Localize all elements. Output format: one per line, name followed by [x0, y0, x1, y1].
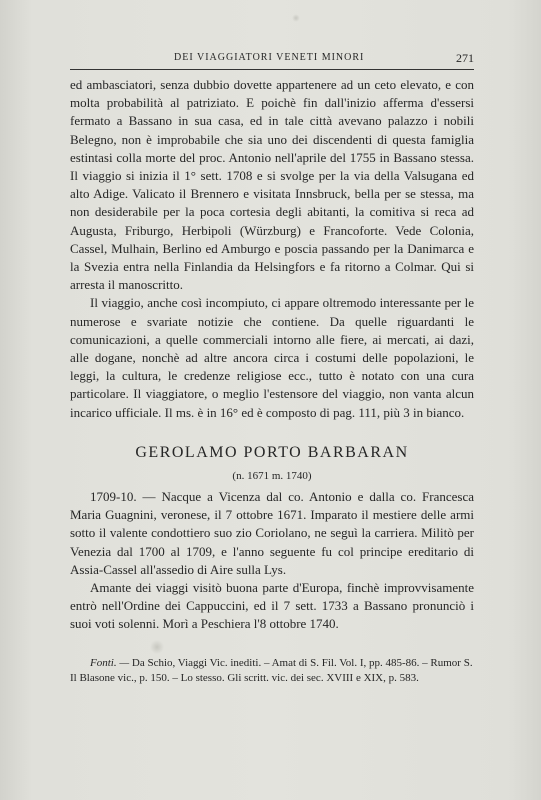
section-title: GEROLAMO PORTO BARBARAN — [135, 444, 409, 461]
page-stain — [150, 640, 164, 654]
section-subtitle: (n. 1671 m. 1740) — [232, 470, 312, 482]
paragraph: Amante dei viaggi visitò buona parte d'Europa, finchè improvvisamente entrò nell'Ordine dei Cappuccini, ed il 7 sett. 1733 a Bassano pronunciò i suoi voti solenni. Morì a Peschiera l'8 ottobre 1740. — [70, 580, 474, 632]
paragraph: 1709-10. — Nacque a Vicenza dal co. Antonio e dalla co. Francesca Maria Guagnini, veronese, il 7 ottobre 1671. Imparato il mestiere delle armi sotto il valente condottiero suo zio Coriolano, ne seguì la carriera. Militò per Venezia dal 1700 al 1709, e l'anno seguente fu col principe ereditario di Assia-Cassel all'assedio di Aire sulla Lys. — [70, 489, 474, 577]
paragraph: ed ambasciatori, senza dubbio dovette appartenere ad un ceto elevato, e con molta probabilità al patriziato. E poichè fin dall'inizio afferma d'essersi fermato a Bassano in sua casa, ed in tale città avevano palazzo i nobili Belegno, non è improbabile che sia uno dei discendenti di questa famiglia estintasi colla morte del proc. Antonio nell'aprile del 1755 in Bassano stessa. Il viaggio si inizia il 1° sett. 1708 e si svolge per la via della Valsugana ed alto Adige. Valicato il Brennero e visitata Innsbruck, bella per se stessa, ma non desiderabile per la poca cortesia degli abitanti, la comitiva si reca ad Augusta, Friburgo, Herbipoli (Würzburg) e Francoforte. Vede Colonia, Cassel, Mulhain, Berlino ed Amburgo e poscia passando per la Danimarca e la Svezia entra nella Finlandia da Helsingfors e fa ritorno a Colmar. Qui si arresta il manoscritto. — [70, 77, 474, 293]
header-rule — [70, 69, 474, 70]
sources-label: Fonti. — — [90, 657, 132, 669]
sources-text: Da Schio, Viaggi Vic. inediti. – Amat di S. Fil. Vol. I, pp. 485-86. – Rumor S. Il Blasone vic., p. 150. – Lo stesso. Gli scritt. vic. dei sec. XVIII e XIX, p. 583. — [70, 657, 473, 685]
paragraph: Il viaggio, anche così incompiuto, ci appare oltremodo interessante per le numerose e svariate notizie che contiene. Da quelle riguardanti le comunicazioni, a quelle commerciali intorno alle fiere, ai mercati, ai dazi, alle dogane, nonchè ad altre ancora circa i costumi delle popolazioni, le leggi, la cultura, le credenze religiose ecc., tutto è notato con una cura particolare. Il viaggiatore, o meglio l'estensore del viaggio, non vanta alcun incarico ufficiale. Il ms. è in 16° ed è composto di pag. 111, più 3 in bianco. — [70, 295, 474, 420]
page-stain — [292, 14, 300, 22]
sources-note — [70, 656, 474, 687]
page-number: 271 — [456, 51, 474, 65]
running-title: DEI VIAGGIATORI VENETI MINORI — [174, 52, 365, 63]
entry-text — [70, 488, 474, 634]
body-text — [70, 76, 474, 422]
page-header — [70, 52, 474, 68]
